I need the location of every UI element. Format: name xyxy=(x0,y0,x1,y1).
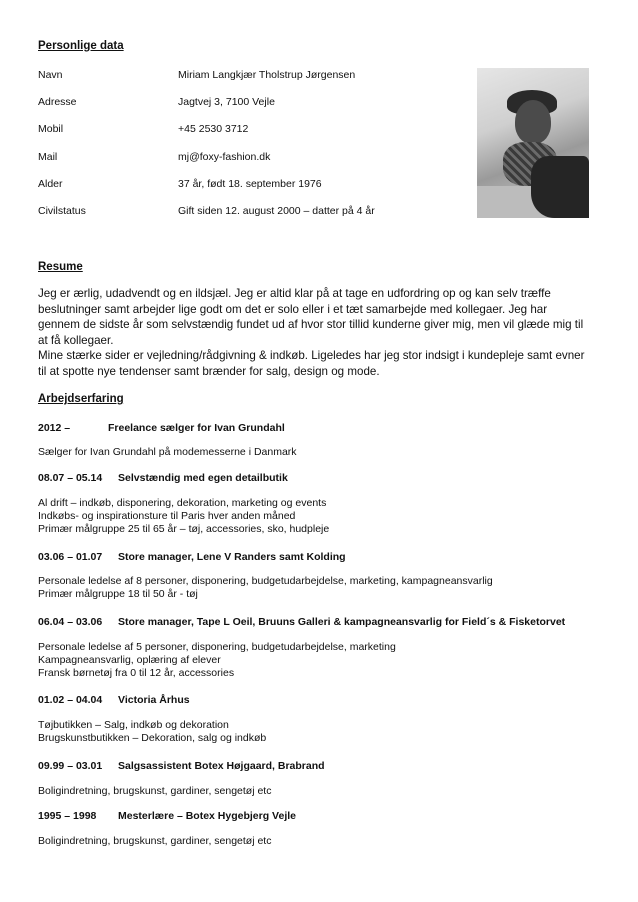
job-description xyxy=(38,575,493,601)
label-civil-status: Civilstatus xyxy=(38,205,86,217)
value-mobile: +45 2530 3712 xyxy=(178,123,249,135)
job-header xyxy=(38,551,346,563)
value-address: Jagtvej 3, 7100 Vejle xyxy=(178,96,275,108)
job-date: 09.99 – 03.01 xyxy=(38,760,103,772)
resume-heading: Resume xyxy=(38,261,83,273)
job-line: Primær målgruppe 25 til 65 år – tøj, accessories, sko, hudpleje xyxy=(38,523,330,536)
job-line: Boligindretning, brugskunst, gardiner, sengetøj etc xyxy=(38,785,272,797)
resume-line: at få kollegaer. xyxy=(38,333,114,347)
profile-photo xyxy=(477,68,589,218)
job-header xyxy=(38,616,565,628)
job-title: Victoria Århus xyxy=(118,694,190,706)
job-line: Boligindretning, brugskunst, gardiner, sengetøj etc xyxy=(38,835,272,847)
value-name: Miriam Langkjær Tholstrup Jørgensen xyxy=(178,69,356,81)
label-name: Navn xyxy=(38,69,63,81)
job-date: 2012 – xyxy=(38,422,71,434)
job-line: Kampagneansvarlig, oplæring af elever xyxy=(38,654,221,667)
job-line: Brugskunstbutikken – Dekoration, salg og indkøb xyxy=(38,732,267,745)
job-description xyxy=(38,497,329,537)
label-address: Adresse xyxy=(38,96,77,108)
job-description xyxy=(38,641,396,681)
job-date: 08.07 – 05.14 xyxy=(38,472,103,484)
resume-line: Jeg er ærlig, udadvendt og en ildsjæl. Jeg er altid klar på at tage en udfordring op og kan selv træffe xyxy=(38,287,551,300)
job-title: Freelance sælger for Ivan Grundahl xyxy=(108,422,285,434)
job-date: 06.04 – 03.06 xyxy=(38,616,103,628)
job-description xyxy=(38,785,271,798)
job-description xyxy=(38,446,297,459)
job-line: Sælger for Ivan Grundahl på modemesserne i Danmark xyxy=(38,446,297,458)
job-date: 01.02 – 04.04 xyxy=(38,694,103,706)
label-mail: Mail xyxy=(38,151,58,163)
resume-line: til at spotte nye tendenser samt brænder for salg, design og mode. xyxy=(38,364,380,378)
label-mobile: Mobil xyxy=(38,123,64,135)
job-description xyxy=(38,835,271,848)
job-date: 1995 – 1998 xyxy=(38,810,97,822)
personal-heading: Personlige data xyxy=(38,40,124,52)
job-line: Personale ledelse af 8 personer, disponering, budgetudarbejdelse, marketing, kampagneansvarlig xyxy=(38,575,493,587)
job-header xyxy=(38,760,325,772)
resume-line: Mine stærke sider er vejledning/rådgivning & indkøb. Ligeledes har jeg stor indsigt i kundepleje samt evner xyxy=(38,349,585,363)
job-line: Indkøbs- og inspirationsture til Paris hver anden måned xyxy=(38,510,296,523)
job-header xyxy=(38,422,285,434)
job-title: Mesterlære – Botex Hygebjerg Vejle xyxy=(118,810,296,822)
job-header xyxy=(38,694,190,706)
job-title: Selvstændig med egen detailbutik xyxy=(118,472,288,484)
job-line: Tøjbutikken – Salg, indkøb og dekoration xyxy=(38,719,229,731)
job-header xyxy=(38,810,296,822)
resume-text xyxy=(38,286,604,380)
label-age: Alder xyxy=(38,178,63,190)
value-age: 37 år, født 18. september 1976 xyxy=(178,178,322,190)
job-line: Personale ledelse af 5 personer, disponering, budgetudarbejdelse, marketing xyxy=(38,641,396,653)
job-line: Fransk børnetøj fra 0 til 12 år, accessories xyxy=(38,667,235,680)
value-civil-status: Gift siden 12. august 2000 – datter på 4 år xyxy=(178,205,375,217)
job-description xyxy=(38,719,266,745)
job-line: Primær målgruppe 18 til 50 år - tøj xyxy=(38,588,198,601)
experience-heading: Arbejdserfaring xyxy=(38,393,124,405)
value-mail: mj@foxy-fashion.dk xyxy=(178,151,271,163)
job-title: Salgsassistent Botex Højgaard, Brabrand xyxy=(118,760,325,772)
job-title: Store manager, Tape L Oeil, Bruuns Galleri & kampagneansvarlig for Field´s & Fisketorvet xyxy=(118,616,566,628)
resume-line: gennem de sidste år som selvstændig fundet ud af hvor stor tillid kunderne giver mig, men vil glæde mig til xyxy=(38,318,584,332)
job-date: 03.06 – 01.07 xyxy=(38,551,103,563)
job-header xyxy=(38,472,288,484)
job-line: Al drift – indkøb, disponering, dekoration, marketing og events xyxy=(38,497,327,509)
resume-line: beslutninger samt arbejder lige godt om det er solo eller i et tæt samarbejde med kollegaer. Jeg har xyxy=(38,302,548,316)
job-title: Store manager, Lene V Randers samt Kolding xyxy=(118,551,346,563)
